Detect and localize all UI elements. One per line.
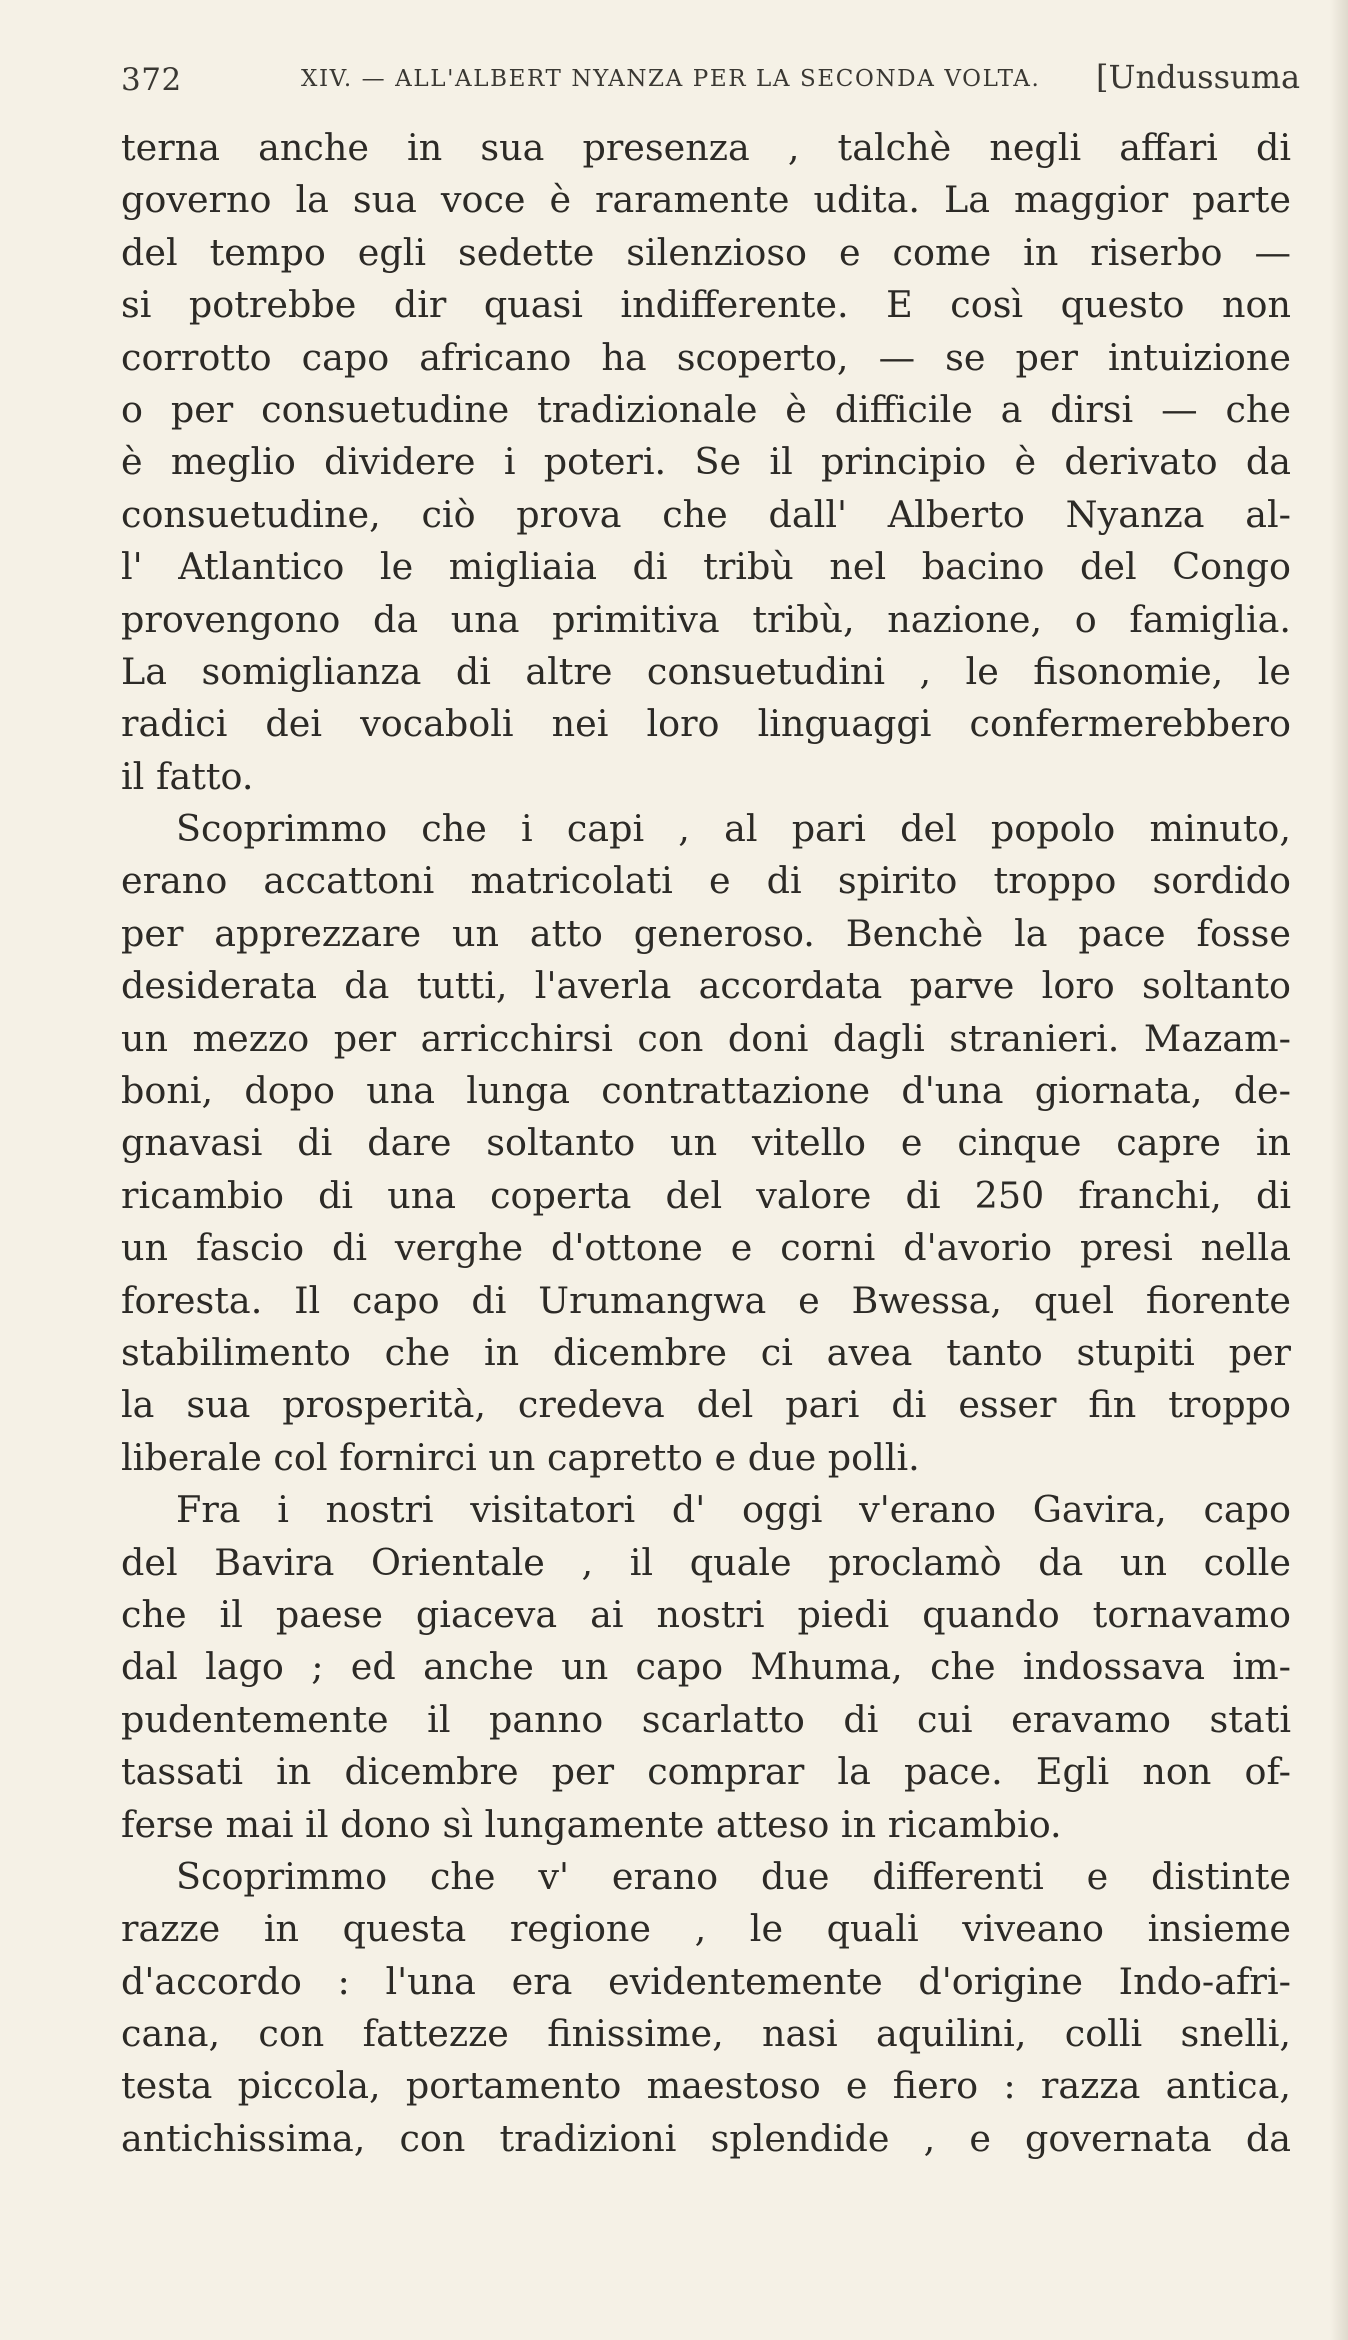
running-head [121, 58, 1301, 102]
text-line: gnavasi di dare soltanto un vitello e cinque capre in [121, 1121, 1291, 1165]
text-line: del Bavira Orientale , il quale proclamò da un colle [121, 1540, 1291, 1584]
margin-date: [Undussuma [1096, 58, 1301, 96]
text-line: corrotto capo africano ha scoperto, — se per intuizione [121, 335, 1291, 379]
text-line: del tempo egli sedette silenzioso e come in riserbo — [121, 230, 1291, 274]
text-line: cana, con fattezze finissime, nasi aquilini, colli snelli, [121, 2012, 1291, 2056]
paragraph-end-line: liberale col fornirci un capretto e due polli. [121, 1435, 920, 1479]
text-line: ricambio di una coperta del valore di 250 franchi, di [121, 1173, 1291, 1217]
text-line: o per consuetudine tradizionale è difficile a dirsi — che [121, 387, 1291, 431]
text-line: razze in questa regione , le quali viveano insieme [121, 1907, 1291, 1951]
paragraph-start-line: Fra i nostri visitatori d' oggi v'erano Gavira, capo [176, 1488, 1291, 1532]
text-line: si potrebbe dir quasi indifferente. E così questo non [121, 283, 1291, 327]
text-line: un mezzo per arricchirsi con doni dagli stranieri. Mazam- [121, 1016, 1291, 1060]
text-line: l' Atlantico le migliaia di tribù nel bacino del Congo [121, 545, 1291, 589]
chapter-title: XIV. — ALL'ALBERT NYANZA PER LA SECONDA VOLTA. [301, 66, 1041, 92]
text-line: stabilimento che in dicembre ci avea tanto stupiti per [121, 1330, 1291, 1374]
text-line: radici dei vocaboli nei loro linguaggi confermerebbero [121, 702, 1291, 746]
text-line: La somiglianza di altre consuetudini , le fisonomie, le [121, 649, 1291, 693]
text-line: boni, dopo una lunga contrattazione d'una giornata, de- [121, 1069, 1291, 1113]
text-line: pudentemente il panno scarlatto di cui eravamo stati [121, 1697, 1291, 1741]
text-line: d'accordo : l'una era evidentemente d'origine Indo-afri- [121, 1959, 1291, 2003]
text-line: la sua prosperità, credeva del pari di esser fin troppo [121, 1383, 1291, 1427]
text-line: desiderata da tutti, l'averla accordata parve loro soltanto [121, 964, 1291, 1008]
text-line: consuetudine, ciò prova che dall' Alberto Nyanza al- [121, 492, 1291, 536]
text-line: tassati in dicembre per comprar la pace. Egli non of- [121, 1750, 1291, 1794]
text-line: foresta. Il capo di Urumangwa e Bwessa, quel fiorente [121, 1278, 1291, 1322]
text-line: governo la sua voce è raramente udita. La maggior parte [121, 178, 1291, 222]
paragraph-start-line: Scoprimmo che v' erano due differenti e distinte [176, 1854, 1291, 1898]
page-edge-shadow [1330, 0, 1348, 2340]
paragraph-end-line: il fatto. [121, 754, 254, 798]
text-line: antichissima, con tradizioni splendide , e governata da [121, 2116, 1291, 2160]
text-line: terna anche in sua presenza , talchè negli affari di [121, 126, 1291, 169]
paragraph-end-line: ferse mai il dono sì lungamente atteso in ricambio. [121, 1802, 1062, 1846]
text-line: provengono da una primitiva tribù, nazione, o famiglia. [121, 597, 1291, 641]
text-line: erano accattoni matricolati e di spirito troppo sordido [121, 859, 1291, 903]
text-line: che il paese giaceva ai nostri piedi quando tornavamo [121, 1592, 1291, 1636]
paragraph-start-line: Scoprimmo che i capi , al pari del popolo minuto, [176, 807, 1291, 851]
body-text [121, 122, 1291, 2165]
text-line: testa piccola, portamento maestoso e fiero : razza antica, [121, 2064, 1291, 2108]
text-line: per apprezzare un atto generoso. Benchè la pace fosse [121, 911, 1291, 955]
page-number: 372 [121, 62, 182, 98]
text-line: un fascio di verghe d'ottone e corni d'avorio presi nella [121, 1226, 1291, 1270]
text-line: è meglio dividere i poteri. Se il principio è derivato da [121, 440, 1291, 484]
text-line: dal lago ; ed anche un capo Mhuma, che indossava im- [121, 1645, 1291, 1689]
